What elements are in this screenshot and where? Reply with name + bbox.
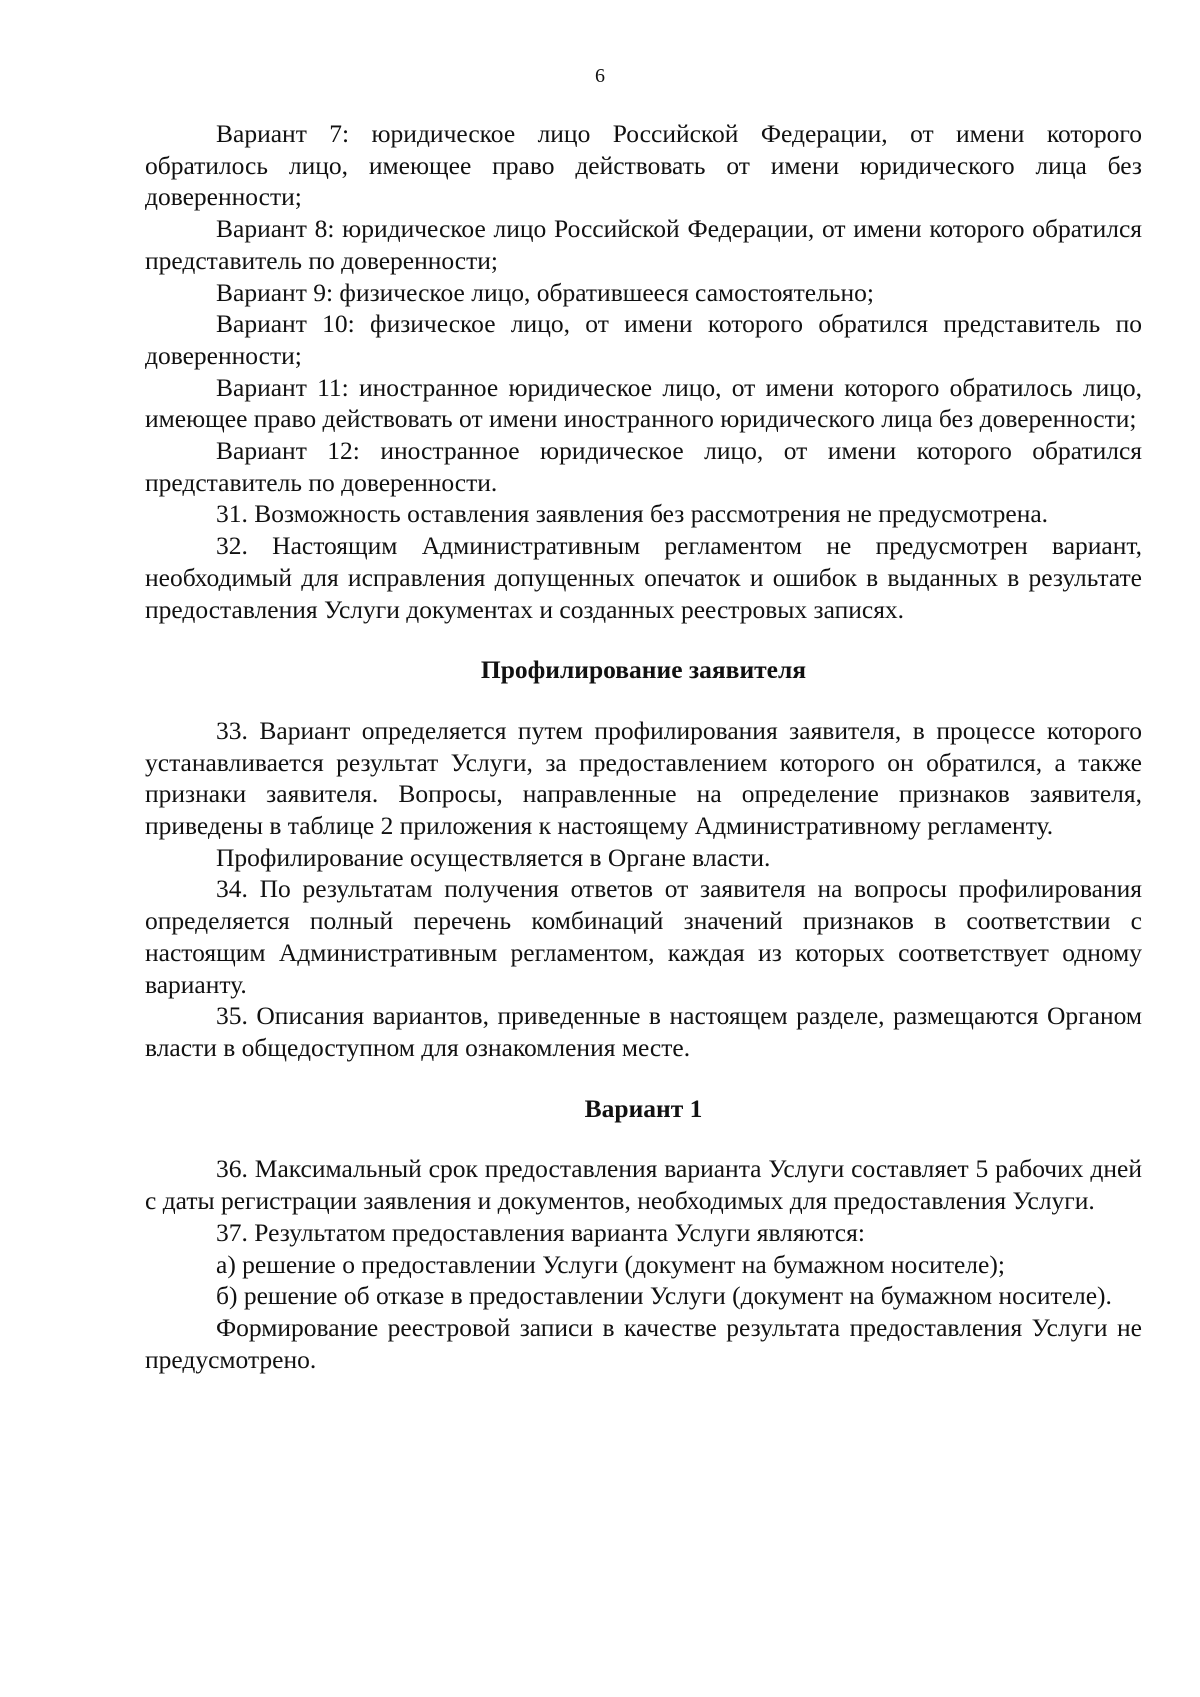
paragraph-34: 34. По результатам получения ответов от заявителя на вопросы профилирования определяется полный перечень комбинаций значений признаков в соответствии с настоящим Административным регламентом, каждая из которых соответствует одному варианту. bbox=[145, 874, 1142, 999]
paragraph-31: 31. Возможность оставления заявления без рассмотрения не предусмотрена. bbox=[216, 499, 1049, 529]
paragraph-35: 35. Описания вариантов, приведенные в настоящем разделе, размещаются Органом власти в общедоступном для ознакомления месте. bbox=[145, 1001, 1142, 1062]
paragraph-32: 32. Настоящим Административным регламентом не предусмотрен вариант, необходимый для исправления допущенных опечаток и ошибок в выданных в результате предоставления Услуги документах и созданных реестровых записях. bbox=[145, 531, 1142, 624]
section-heading-variant-1: Вариант 1 bbox=[584, 1093, 703, 1123]
paragraph-33: 33. Вариант определяется путем профилирования заявителя, в процессе которого устанавливается результат Услуги, за предоставлением которого он обратился, а также признаки заявителя. Вопросы, направленные на определение признаков заявителя, приведены в таблице 2 приложения к настоящему Административному регламенту. bbox=[145, 715, 1142, 841]
section-heading-profiling: Профилирование заявителя bbox=[480, 655, 807, 685]
paragraph-37: 37. Результатом предоставления варианта Услуги являются: bbox=[216, 1217, 865, 1247]
paragraph-37-a: а) решение о предоставлении Услуги (документ на бумажном носителе); bbox=[216, 1249, 1005, 1279]
paragraph-variant-8: Вариант 8: юридическое лицо Российской Федерации, от имени которого обратился представитель по доверенности; bbox=[145, 214, 1142, 275]
paragraph-variant-7: Вариант 7: юридическое лицо Российской Федерации, от имени которого обратилось лицо, имеющее право действовать от имени юридического лица без доверенности; bbox=[145, 119, 1142, 212]
paragraph-variant-12: Вариант 12: иностранное юридическое лицо, от имени которого обратился представитель по доверенности. bbox=[145, 436, 1142, 497]
paragraph-variant-9: Вариант 9: физическое лицо, обратившееся самостоятельно; bbox=[216, 277, 874, 307]
paragraph-variant-10: Вариант 10: физическое лицо, от имени которого обратился представитель по доверенности; bbox=[145, 309, 1142, 370]
paragraph-37-b: б) решение об отказе в предоставлении Услуги (документ на бумажном носителе). bbox=[216, 1281, 1112, 1311]
paragraph-registry-record: Формирование реестровой записи в качестве результата предоставления Услуги не предусмотрено. bbox=[145, 1312, 1142, 1374]
paragraph-profiling-location: Профилирование осуществляется в Органе власти. bbox=[216, 842, 771, 872]
paragraph-36: 36. Максимальный срок предоставления варианта Услуги составляет 5 рабочих дней с даты регистрации заявления и документов, необходимых для предоставления Услуги. bbox=[145, 1154, 1142, 1216]
paragraph-variant-11: Вариант 11: иностранное юридическое лицо, от имени которого обратилось лицо, имеющее право действовать от имени иностранного юридического лица без доверенности; bbox=[145, 372, 1142, 434]
page-number: 6 bbox=[595, 65, 605, 87]
document-body bbox=[145, 118, 1142, 1375]
